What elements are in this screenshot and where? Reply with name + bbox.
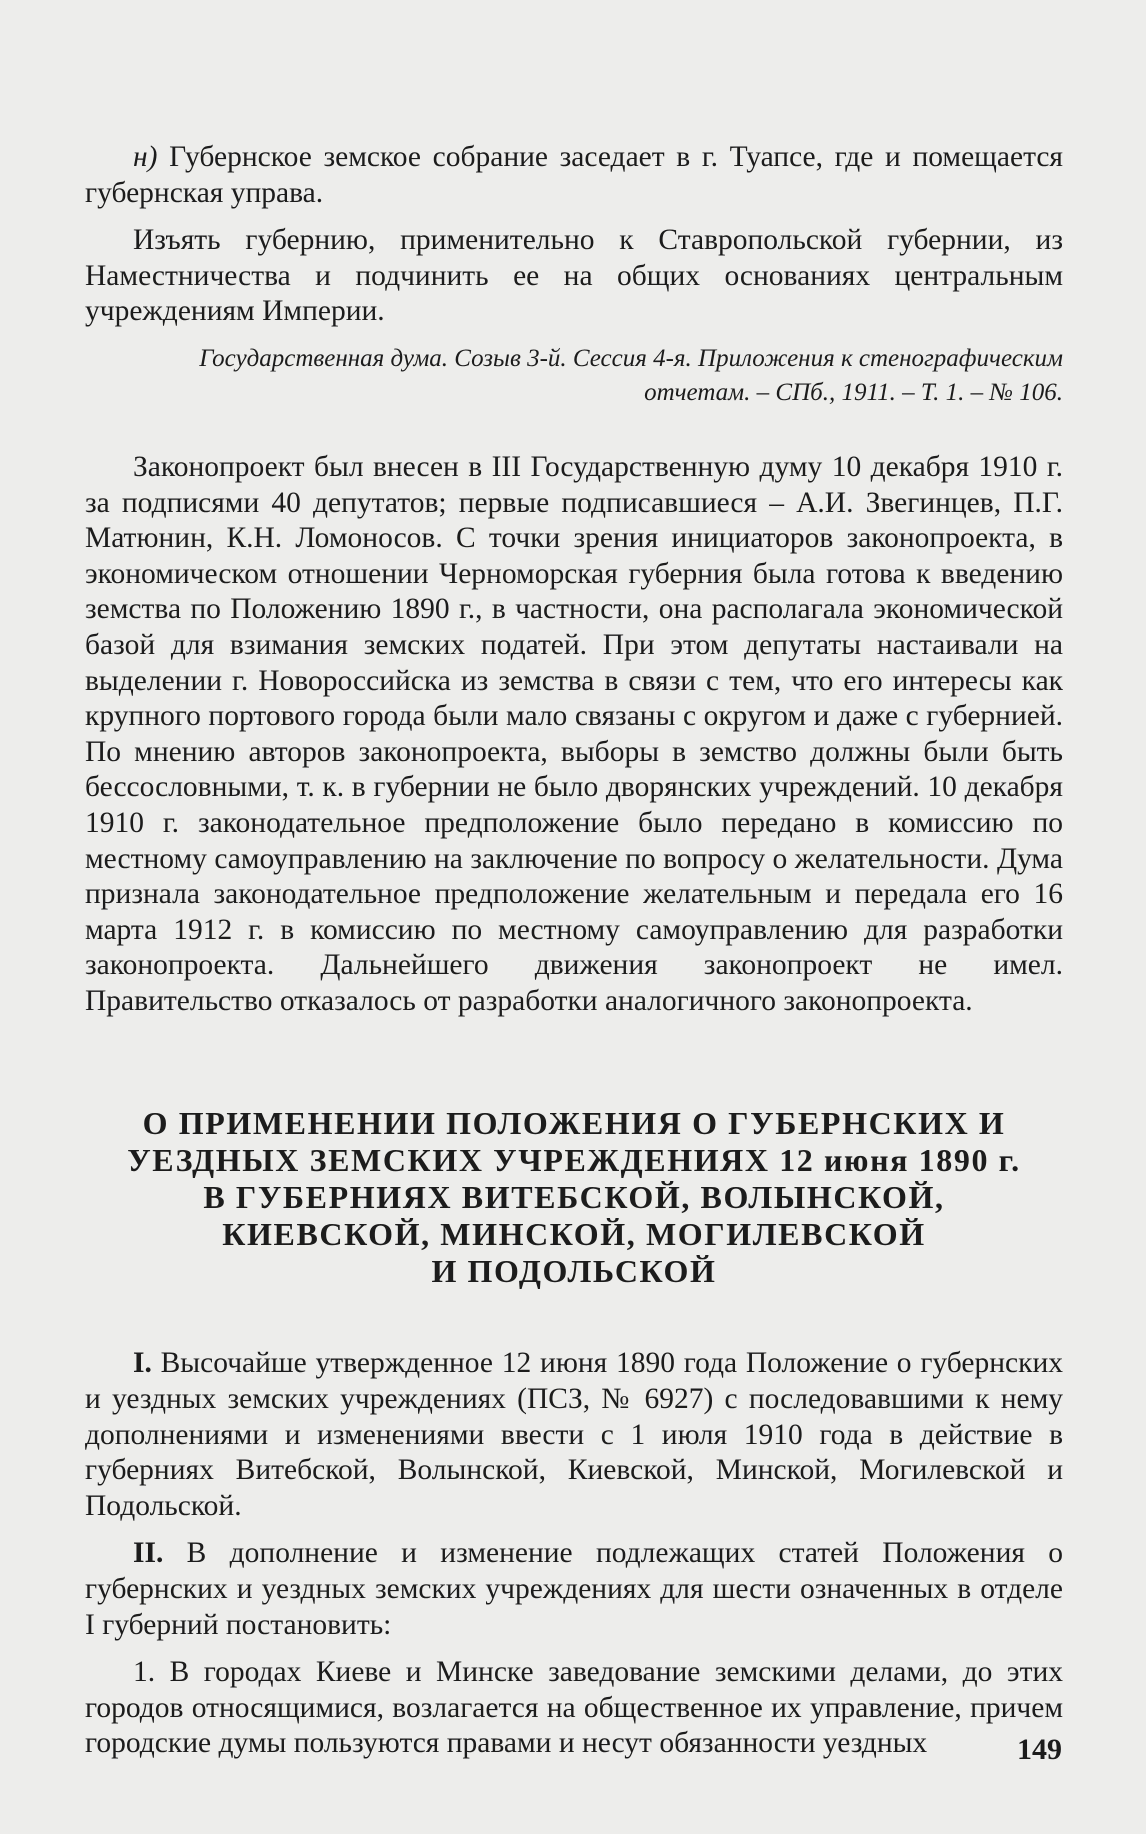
- heading-line-4: КИЕВСКОЙ, МИНСКОЙ, МОГИЛЕВСКОЙ: [222, 1216, 926, 1253]
- source-citation: [85, 342, 1063, 410]
- heading-line-2: УЕЗДНЫХ ЗЕМСКИХ УЧРЕЖДЕНИЯХ 12 июня 1890 г.: [127, 1142, 1021, 1179]
- section-i-paragraph: [85, 1346, 1063, 1524]
- item-n-text: Губернское земское собрание заседает в г. Туапсе, где и помещается губернская управа.: [85, 141, 1063, 209]
- page-number: 149: [1017, 1733, 1062, 1766]
- exclusion-paragraph: Изъять губернию, применительно к Ставропольской губернии, из Наместничества и подчинить ее на общих основаниях центральным учреждениям Империи.: [85, 224, 1063, 328]
- section-ii-numeral: II.: [133, 1537, 164, 1570]
- section-ii-paragraph: [85, 1536, 1063, 1643]
- source-line-2: отчетам. – СПб., 1911. – Т. 1. – № 106.: [644, 378, 1063, 406]
- section-i-numeral: I.: [133, 1347, 152, 1380]
- heading-line-5: И ПОДОЛЬСКОЙ: [431, 1253, 717, 1290]
- commentary-paragraph: Законопроект был внесен в III Государственную думу 10 декабря 1910 г. за подписями 40 депутатов; первые подписавшиеся – А.И. Звегинцев, П.Г. Матюнин, К.Н. Ломоносов. С точки зрения инициаторов законопроекта, в экономическом отношении Черноморская губерния была готова к введению земства по Положению 1890 г., в частности, она располагала экономической базой для взимания земских податей. При этом депутаты настаивали на выделении г. Новороссийска из земства в связи с тем, что его интересы как крупного портового города были мало связаны с округом и даже с губернией. По мнению авторов законопроекта, выборы в земство должны были быть бессословными, т. к. в губернии не было дворянских учреждений. 10 декабря 1910 г. законодательное предположение было передано в комиссию по местному самоуправлению на заключение по вопросу о желательности. Дума признала законодательное предположение желательным и передала его 16 марта 1912 г. в комиссию по местному самоуправлению для разработки законопроекта. Дальнейшего движения законопроект не имел. Правительство отказалось от разработки аналогичного законопроекта.: [85, 450, 1063, 1017]
- section-heading: [85, 1105, 1063, 1290]
- item-n-paragraph: [85, 140, 1063, 211]
- page-content: [85, 140, 1063, 1762]
- section-ii-text: В дополнение и изменение подлежащих статей Положения о губернских и уездных земских учреждениях для шести означенных в отделе I губерний постановить:: [85, 1537, 1063, 1641]
- heading-line-3: В ГУБЕРНИЯХ ВИТЕБСКОЙ, ВОЛЫНСКОЙ,: [203, 1179, 945, 1216]
- source-line-1: Государственная дума. Созыв 3-й. Сессия 4-я. Приложения к стенографическим: [199, 344, 1063, 372]
- clause-1-paragraph: 1. В городах Киеве и Минске заведование земскими делами, до этих городов относящимися, возлагается на общественное их управление, причем городские думы пользуются правами и несут обязанности уездных: [85, 1656, 1063, 1760]
- item-marker: н): [133, 141, 158, 173]
- heading-line-1: О ПРИМЕНЕНИИ ПОЛОЖЕНИЯ О ГУБЕРНСКИХ И: [142, 1105, 1006, 1142]
- section-i-text: Высочайше утвержденное 12 июня 1890 года Положение о губернских и уездных земских учреждениях (ПСЗ, № 6927) с последовавшими к нему дополнениями и изменениями ввести с 1 июля 1910 года в действие в губерниях Витебской, Волынской, Киевской, Минской, Могилевской и Подольской.: [85, 1347, 1063, 1522]
